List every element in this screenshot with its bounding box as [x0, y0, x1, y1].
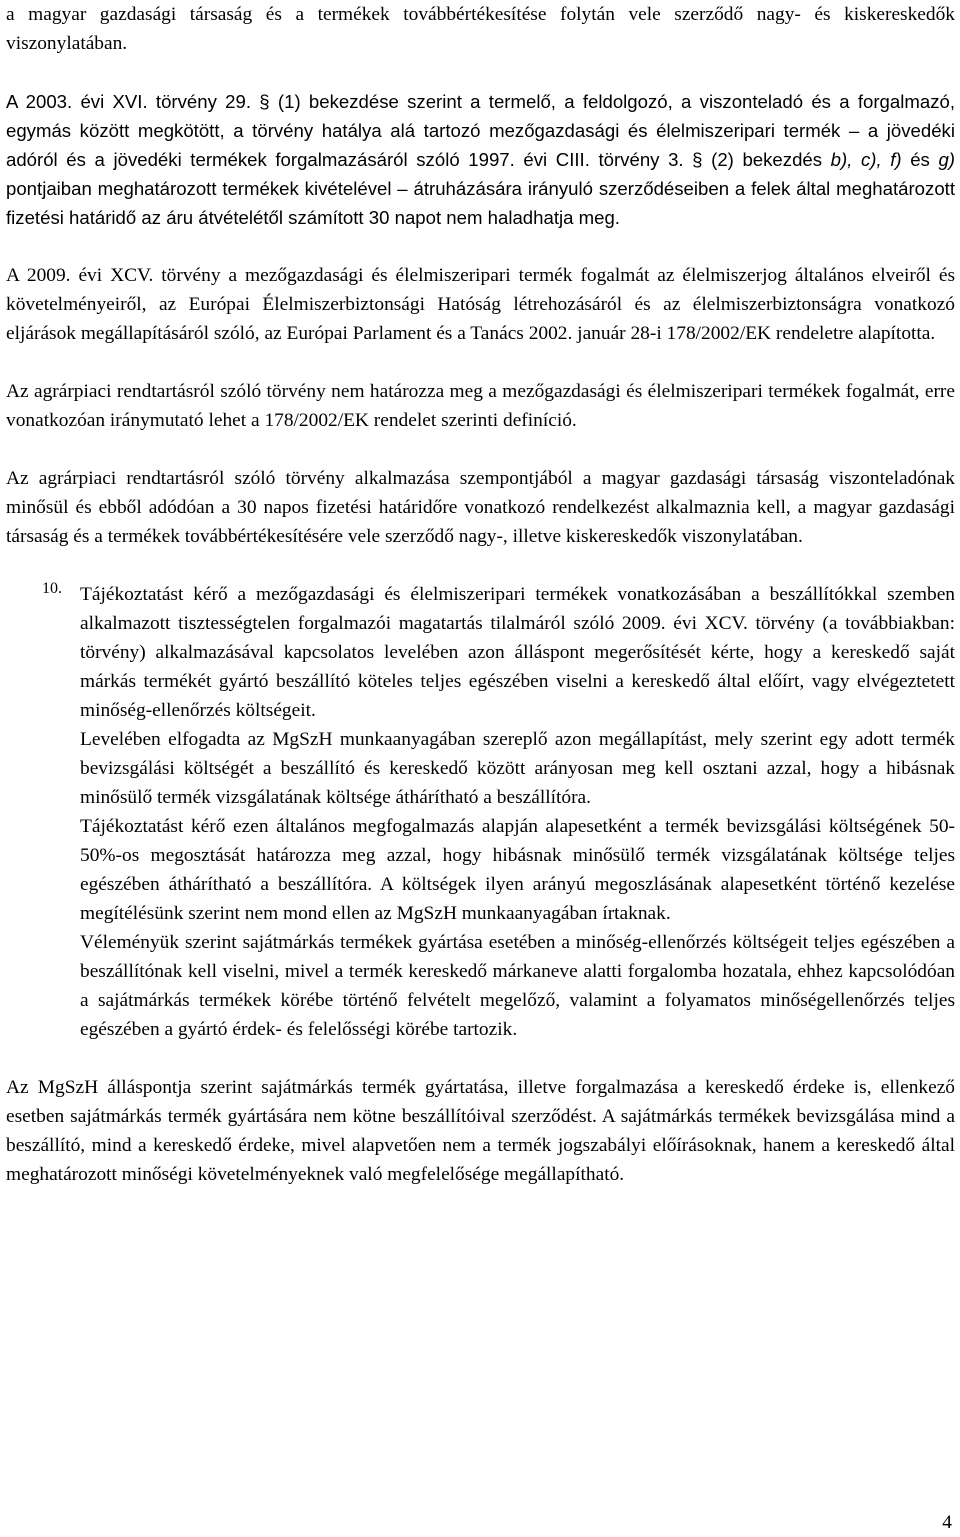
- paragraph-2009-law: A 2009. évi XCV. törvény a mezőgazdasági és élelmiszeripari termék fogalmát az élelmiszerjog általános elveiről és követelményeiről, az Európai Élelmiszerbiztonsági Hatóság létrehozásáról és az élelmiszerbiztonságra vonatkozó eljárások megállapításáról szóló, az Európai Parlament és a Tanács 2002. január 28-i 178/2002/EK rendeletre alapította.: [6, 265, 955, 344]
- item-10-paragraph-4: Véleményük szerint sajátmárkás termékek gyártása esetében a minőség-ellenőrzés költségeit teljes egészében a beszállítónak kell viselni, mivel a termék kereskedő márkaneve alatti forgalomba hozatala, ehhez kapcsolódóan a sajátmárkás termékek körébe történő felvételt megelőző, valamint a folyamatos minőségellenőrzés teljes egészében a gyártó érdek- és felelősségi körébe tartozik.: [80, 932, 955, 1040]
- item-10-paragraph-2: Levelében elfogadta az MgSzH munkaanyagában szereplő azon megállapítást, mely szerint egy adott termék bevizsgálási költségét a beszállító és kereskedő között arányosan meg kell osztani azzal, hogy a hibásnak minősülő termék vizsgálatának költsége áthárítható a beszállítóra.: [80, 729, 955, 808]
- document-page: [6, 0, 955, 1189]
- paragraph-2003-law-text-e: pontjaiban meghatározott termékek kivételével – átruházására irányuló szerződéseiben a felek által meghatározott fizetési határidő az áru átvételétől számított 30 napot nem haladhatja meg.: [6, 178, 955, 228]
- paragraph-2003-law-points-bcf: b), c), f): [830, 149, 902, 170]
- paragraph-2003-law: [6, 87, 955, 232]
- paragraph-2003-law-text-a: A 2003. évi XVI. törvény 29. § (1) bekezdése szerint a termelő, a feldolgozó, a viszonteladó és a forgalmazó, egymás között megkötött, a törvény hatálya alá tartozó mezőgazdasági és élelmiszeripari termék – a jövedéki adóról és a jövedéki termékek forgalmazásáról szóló 1997. évi CIII. törvény 3. § (2) bekezdés: [6, 91, 955, 170]
- paragraph-2003-law-point-g: g): [938, 149, 956, 170]
- paragraph-agrarian-application: Az agrárpiaci rendtartásról szóló törvény alkalmazása szempontjából a magyar gazdasági társaság viszonteladónak minősül és ebből adódóan a 30 napos fizetési határidőre vonatkozó rendelkezést alkalmaznia kell, a magyar gazdasági társaság és a termékek továbbértékesítésére vele szerződő nagy-, illetve kiskereskedők viszonylatában.: [6, 468, 955, 547]
- item-number: 10.: [42, 580, 62, 597]
- page-number: 4: [942, 1512, 952, 1533]
- paragraph-2003-law-text-c: és: [901, 149, 939, 170]
- item-10-paragraph-3: Tájékoztatást kérő ezen általános megfogalmazás alapján alapesetként a termék bevizsgálási költségének 50-50%-os megosztását határozza meg azzal, hogy hibásnak minősülő termék vizsgálatának költsége teljes egészében áthárítható a beszállítóra. A költségek ilyen arányú megoszlásának alapesetként történő kezelése megítélésünk szerint nem mond ellen az MgSzH munkaanyagában írtaknak.: [80, 816, 955, 924]
- paragraph-mgszh-position: Az MgSzH álláspontja szerint sajátmárkás termék gyártatása, illetve forgalmazása a kereskedő érdeke is, ellenkező esetben sajátmárkás termék gyártására nem kötne beszállítóival szerződést. A sajátmárkás termékek bevizsgálása mind a beszállító, mind a kereskedő érdeke, mivel alapvetően nem a termék jogszabályi előírásoknak, hanem a kereskedő által meghatározott minőségi követelményeknek való megfelelősége megállapítható.: [6, 1077, 955, 1185]
- paragraph-agrarian-definition: Az agrárpiaci rendtartásról szóló törvény nem határozza meg a mezőgazdasági és élelmiszeripari termékek fogalmát, erre vonatkozóan iránymutató lehet a 178/2002/EK rendelet szerinti definíció.: [6, 381, 955, 431]
- numbered-item-10: [6, 580, 955, 1044]
- item-10-paragraph-1: Tájékoztatást kérő a mezőgazdasági és élelmiszeripari termékek vonatkozásában a beszállítókkal szemben alkalmazott tisztességtelen forgalmazói magatartás tilalmáról szóló 2009. évi XCV. törvény (a továbbiakban: törvény) alkalmazásával kapcsolatos levelében azon álláspont megerősítését kérte, hogy a kereskedő saját márkás termékét gyártó beszállító köteles teljes egészében viselni a kereskedő által előírt, vagy elvégeztetett minőség-ellenőrzés költségeit.: [80, 584, 955, 721]
- paragraph-continuation: a magyar gazdasági társaság és a termékek továbbértékesítése folytán vele szerződő nagy- és kiskereskedők viszonylatában.: [6, 4, 955, 54]
